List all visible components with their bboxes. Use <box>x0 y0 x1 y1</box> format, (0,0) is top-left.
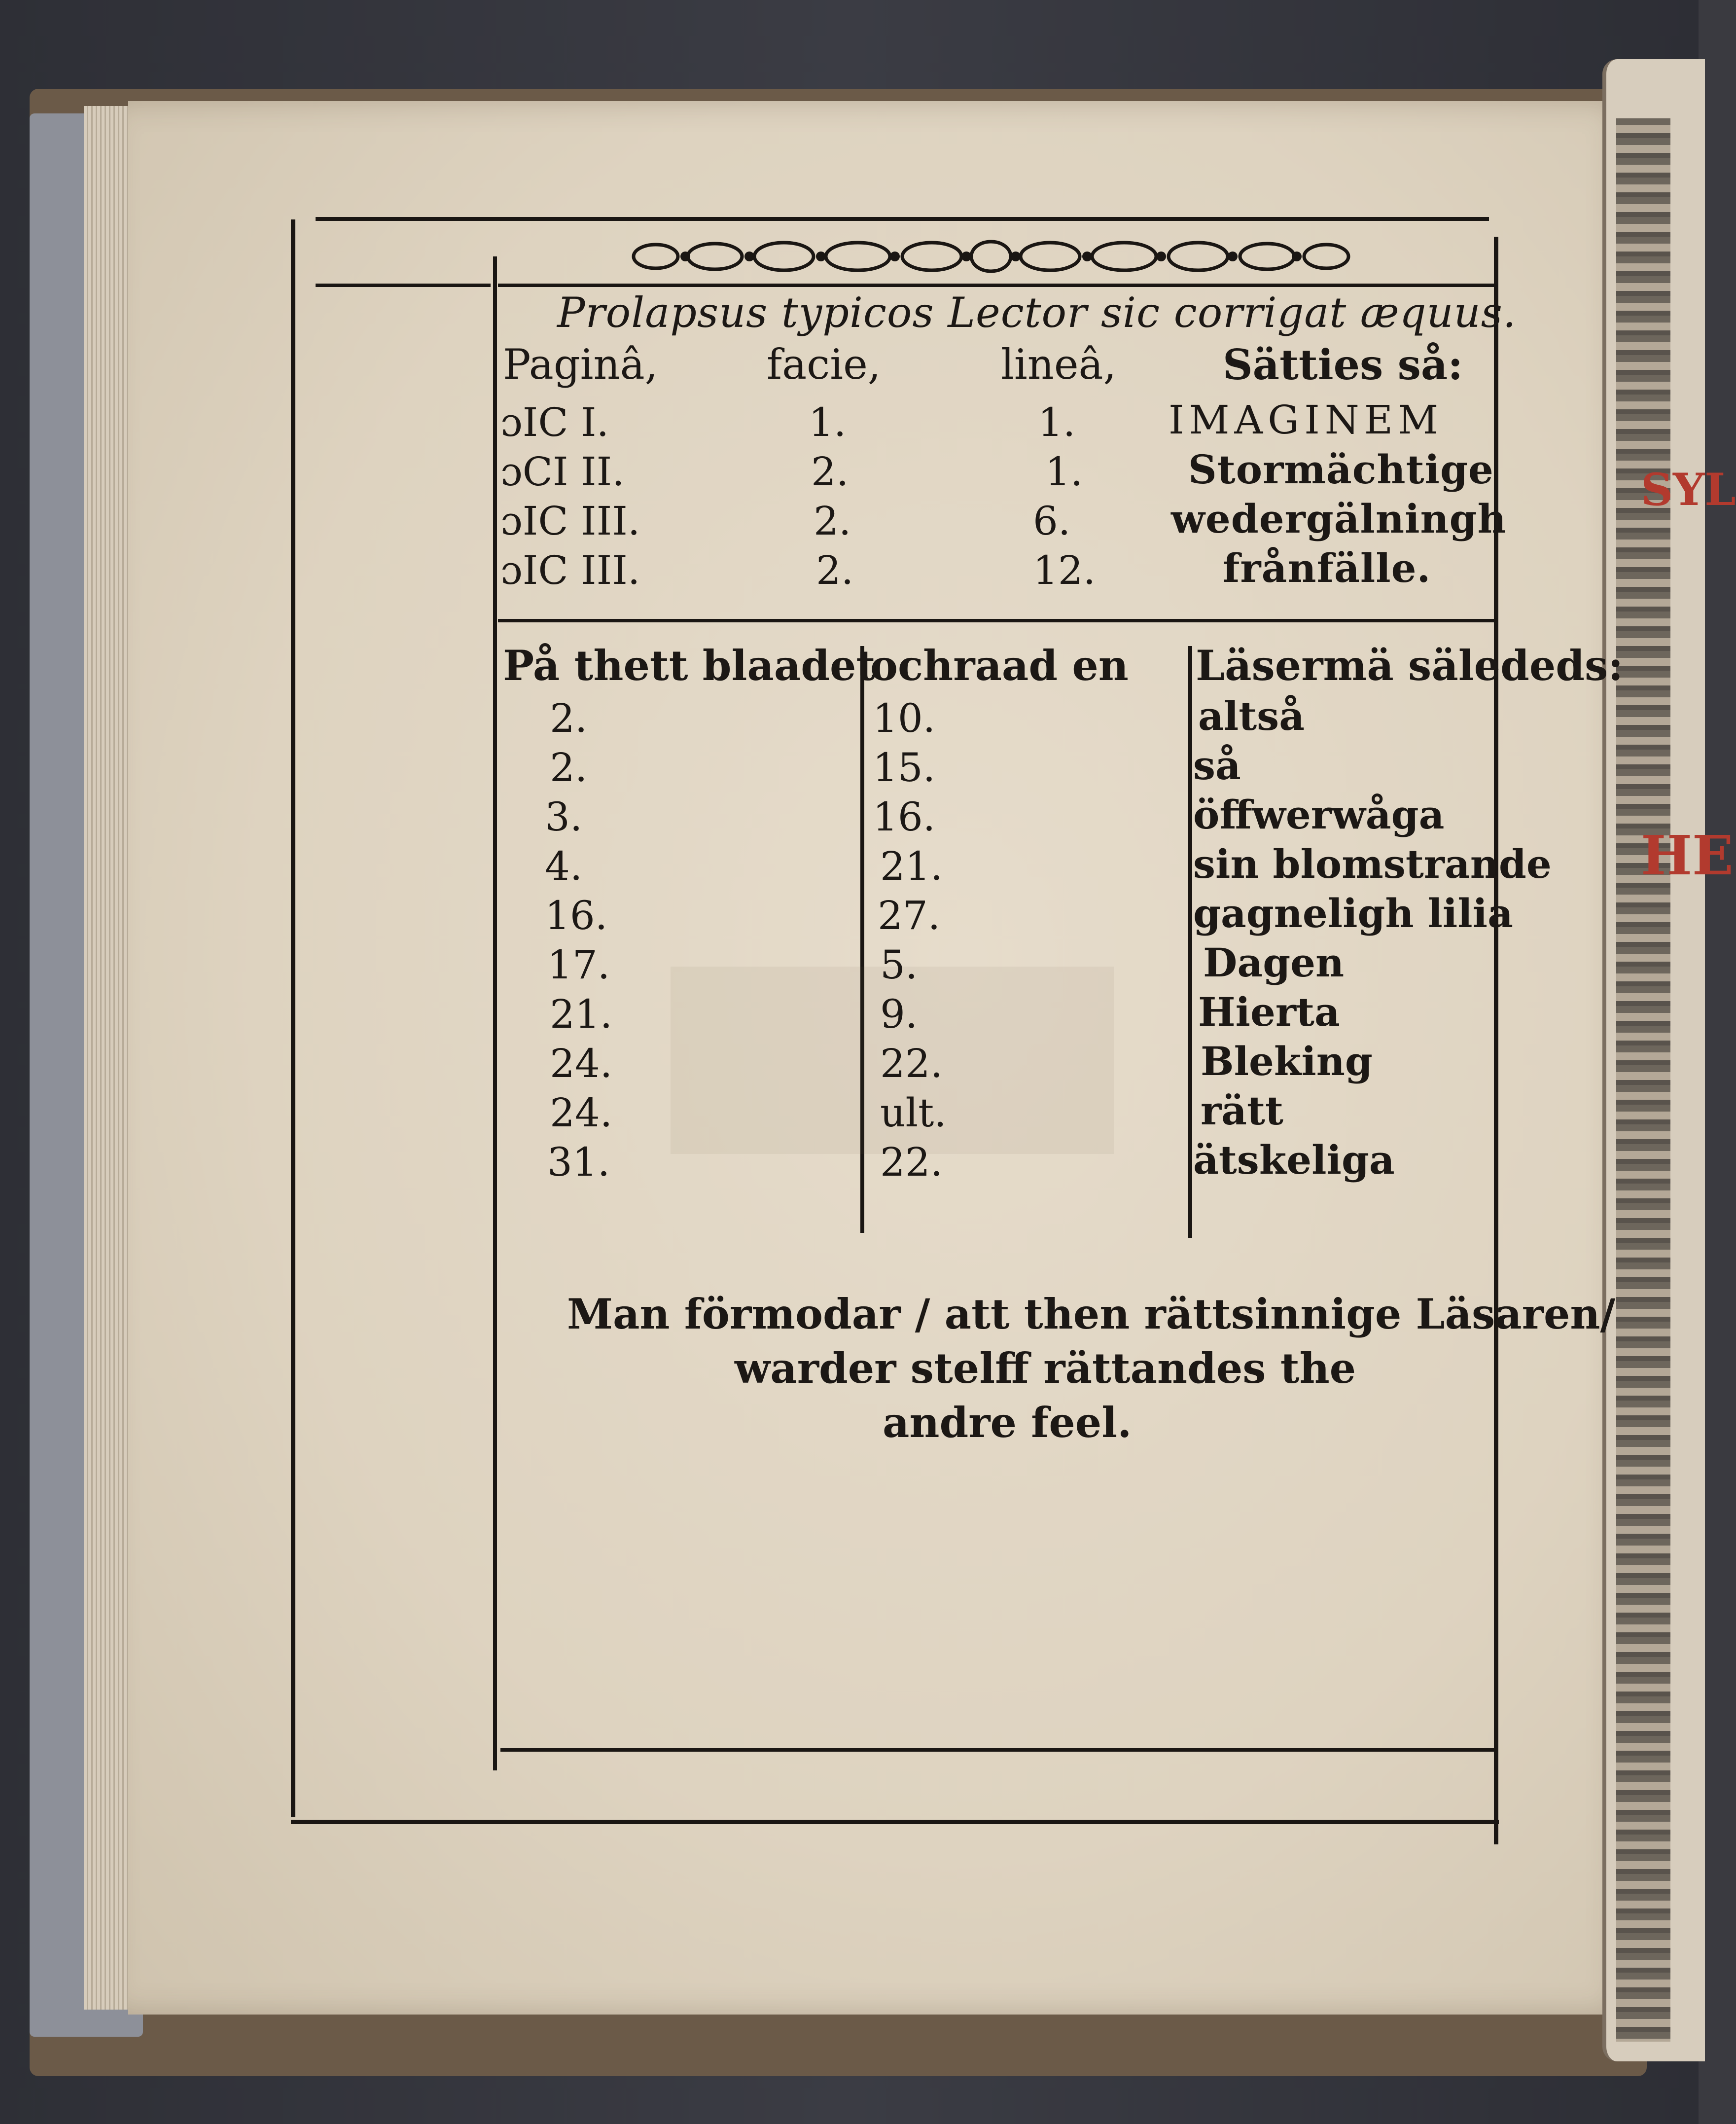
table-divider-rule <box>498 619 1494 622</box>
table2-cell: öffwerwåga <box>1193 792 1445 838</box>
table1-cell: frånfälle. <box>1223 545 1431 591</box>
facing-page-fragment-2: HE <box>1641 824 1734 887</box>
table2-cell: Dagen <box>1203 939 1345 986</box>
table2-cell: Hierta <box>1198 989 1340 1035</box>
table1-cell: Stormächtige <box>1188 446 1494 493</box>
table1-cell: ɔIC III. <box>500 498 640 544</box>
table2-cell: ätskeliga <box>1193 1137 1395 1183</box>
table1-cell: ɔIC I. <box>500 399 609 445</box>
closing-note-line-3: andre feel. <box>883 1398 1132 1447</box>
table1-cell: 1. <box>1045 449 1083 495</box>
table2-cell: 22. <box>880 1041 943 1086</box>
table2-cell: 15. <box>873 745 936 791</box>
table2-header-line: ochraad en <box>870 641 1129 690</box>
facing-page <box>1602 59 1736 2061</box>
table2-cell: gagneligh lilia <box>1193 890 1513 936</box>
table2-cell: 16. <box>545 893 608 938</box>
table2-cell: 9. <box>880 991 918 1037</box>
table1-cell: 12. <box>1033 547 1096 593</box>
table2-cell: 4. <box>545 843 583 889</box>
table-top-rule <box>498 284 1494 287</box>
table2-cell: ult. <box>880 1090 947 1136</box>
frame-bottom-rule <box>291 1820 1499 1824</box>
table1-cell: ɔIC III. <box>500 547 640 593</box>
table2-cell: Bleking <box>1201 1038 1373 1084</box>
table2-cell: 16. <box>873 794 936 840</box>
frame-inner-vertical-rule <box>493 256 497 1770</box>
table2-cell: 2. <box>550 695 588 741</box>
frame-outer-left-rule <box>291 219 295 1817</box>
table1-cell: 1. <box>809 399 847 445</box>
table1-cell: 6. <box>1033 498 1071 544</box>
table1-cell: wedergälningh <box>1171 496 1507 542</box>
frame-bottom-inner-rule <box>500 1748 1494 1752</box>
table2-cell: 5. <box>880 942 918 988</box>
table2-cell: 24. <box>550 1041 613 1086</box>
table2-header-leaf: På thett blaadet <box>503 641 876 690</box>
frame-top-rule <box>316 217 1489 221</box>
table1-cell: ɔCI II. <box>500 449 625 495</box>
table1-cell: 2. <box>811 449 849 495</box>
table2-cell: 31. <box>547 1139 610 1185</box>
table2-cell: rätt <box>1201 1087 1283 1134</box>
closing-note-line-2: warder stelff rättandes the <box>735 1344 1356 1393</box>
table1-cell: 2. <box>814 498 851 544</box>
table2-cell: 3. <box>545 794 583 840</box>
table1-header-side: facie, <box>767 340 881 389</box>
table2-cell: 2. <box>550 745 588 791</box>
table1-cell: 1. <box>1038 399 1076 445</box>
facing-page-fragment-1: SYL <box>1641 464 1736 516</box>
frame-right-rule <box>1494 237 1498 1844</box>
frame-inner-left-rule <box>316 284 491 287</box>
table2-cell: 24. <box>550 1090 613 1136</box>
table2-header-reading: Läsermä sälededs: <box>1196 641 1624 690</box>
table2-cell: sin blomstrande <box>1193 841 1552 887</box>
table1-cell: IMAGINEM <box>1169 397 1444 443</box>
table1-header-line: lineâ, <box>1001 340 1117 389</box>
table2-cell: altså <box>1198 693 1305 739</box>
table2-cell: 21. <box>550 991 613 1037</box>
table1-cell: 2. <box>816 547 854 593</box>
errata-motto: Prolapsus typicos Lector sic corrigat æquus. <box>557 288 1517 337</box>
woodcut-border <box>1616 118 1670 2042</box>
table2-cell: 21. <box>880 843 943 889</box>
table2-cell: 10. <box>873 695 936 741</box>
table2-cell: så <box>1193 742 1241 789</box>
table2-cell: 22. <box>880 1139 943 1185</box>
closing-note-line-1: Man förmodar / att then rättsinnige Läsaren/ <box>567 1290 1616 1338</box>
table1-header-page: Paginâ, <box>503 340 658 389</box>
printers-ornament <box>626 234 1356 279</box>
column-divider-2 <box>1188 646 1192 1238</box>
table2-cell: 27. <box>878 893 941 938</box>
table2-cell: 17. <box>547 942 610 988</box>
table1-header-correction: Sätties så: <box>1223 340 1463 389</box>
